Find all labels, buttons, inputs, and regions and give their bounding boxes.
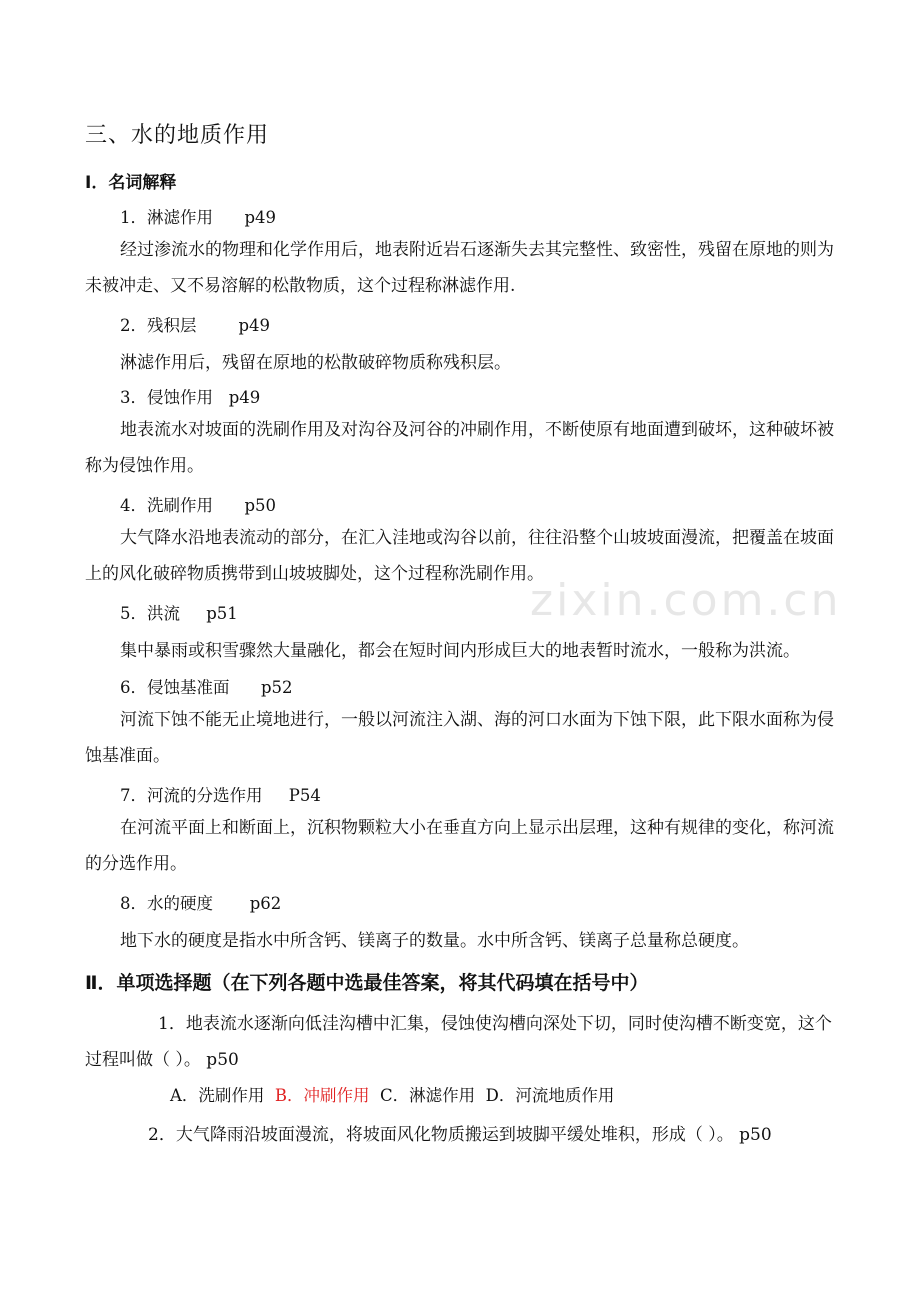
term-8: 8．水的硬度 p62 <box>120 894 282 913</box>
term-7: 7．河流的分选作用 P54 <box>120 786 321 805</box>
part1-heading: Ⅰ．名词解释 <box>85 173 177 193</box>
question-2: 2．大气降雨沿坡面漫流，将坡面风化物质搬运到坡脚平缓处堆积，形成（ ）。 p50 <box>148 1125 772 1145</box>
term-4: 4．洗刷作用 p50 <box>120 496 277 515</box>
section-title: 三、水的地质作用 <box>85 123 270 148</box>
term-5: 5．洪流 p51 <box>120 604 238 623</box>
option-b-correct: B．冲刷作用 <box>274 1086 370 1105</box>
definition-8: 地下水的硬度是指水中所含钙、镁离子的数量。水中所含钙、镁离子总量称总硬度。 <box>120 931 749 951</box>
term-1: 1．淋滤作用 p49 <box>120 208 277 227</box>
definition-3: 地表流水对坡面的洗刷作用及对沟谷及河谷的冲刷作用，不断使原有地面遭到破坏，这种破坏被称为侵蚀作用。 <box>85 420 834 476</box>
option-c: C．淋滤作用 <box>369 1086 486 1105</box>
definition-2: 淋滤作用后，残留在原地的松散破碎物质称残积层。 <box>120 353 511 373</box>
option-a: A．洗刷作用 <box>170 1086 275 1105</box>
option-d: D．河流地质作用 <box>485 1086 615 1105</box>
watermark: zixin.com.cn <box>530 575 842 626</box>
definition-7: 在河流平面上和断面上，沉积物颗粒大小在垂直方向上显示出层理，这种有规律的变化，称河流的分选作用。 <box>85 818 834 874</box>
definition-4: 大气降水沿地表流动的部分，在汇入洼地或沟谷以前，往往沿整个山坡坡面漫流，把覆盖在坡面上的风化破碎物质携带到山坡坡脚处，这个过程称洗刷作用。 <box>85 528 834 584</box>
question-1: 1．地表流水逐渐向低洼沟槽中汇集，侵蚀使沟槽向深处下切，同时使沟槽不断变宽，这个过程叫做（ ）。 p50 <box>85 1014 832 1070</box>
definition-1: 经过渗流水的物理和化学作用后，地表附近岩石逐渐失去其完整性、致密性，残留在原地的则为未被冲走、又不易溶解的松散物质，这个过程称淋滤作用. <box>85 240 834 296</box>
definition-6: 河流下蚀不能无止境地进行，一般以河流注入湖、海的河口水面为下蚀下限，此下限水面称为侵蚀基准面。 <box>85 710 834 766</box>
question-1-options <box>170 1082 614 1106</box>
term-3: 3．侵蚀作用 p49 <box>120 388 261 407</box>
definition-5: 集中暴雨或积雪骤然大量融化，都会在短时间内形成巨大的地表暂时流水，一般称为洪流。 <box>120 641 800 661</box>
term-2: 2．残积层 p49 <box>120 316 271 335</box>
term-6: 6．侵蚀基准面 p52 <box>120 678 293 697</box>
part2-heading: Ⅱ．单项选择题（在下列各题中选最佳答案，将其代码填在括号中） <box>85 972 649 994</box>
